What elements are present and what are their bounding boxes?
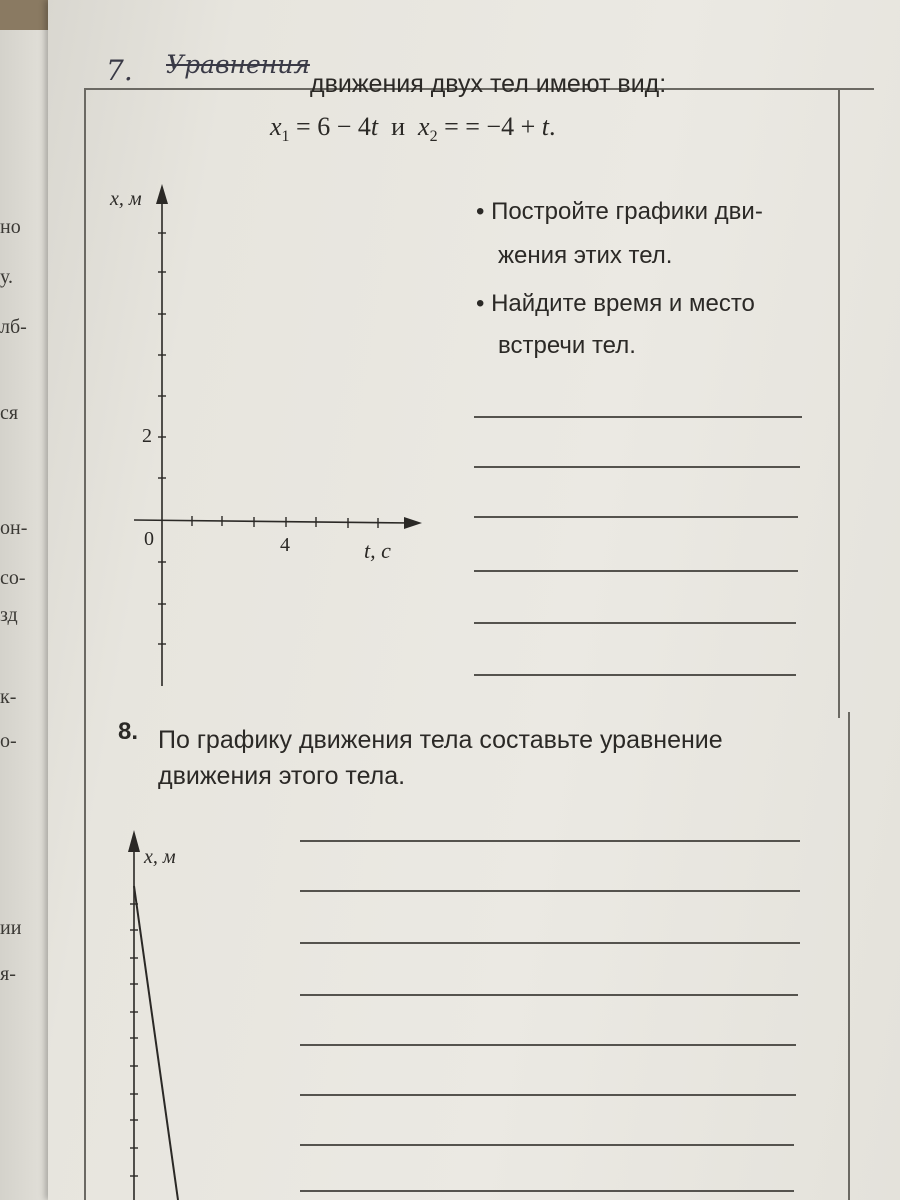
left-page-fragment: о- [0, 730, 17, 752]
task8-line2: движения этого тела. [158, 762, 406, 790]
formula-x1-sub: 1 [281, 128, 290, 146]
task7-bullet2-line2: встречи тел. [498, 332, 636, 359]
formula-x1-var: x [270, 112, 282, 141]
formula-x1-rhs: = 6 − 4 [289, 112, 371, 141]
task8-motion-line [134, 886, 178, 1200]
left-page-fragment: но [0, 216, 21, 238]
formula-x2-rhs: = = −4 + [437, 112, 542, 141]
left-page-fragment: со- [0, 567, 26, 589]
left-page-fragment: зд [0, 604, 18, 626]
task7-x-axis-label: t, с [364, 538, 391, 563]
task7-origin-label: 0 [144, 528, 154, 550]
formula-x2-var: x [418, 112, 430, 141]
formula-end: . [548, 112, 556, 141]
left-page-fragment: я- [0, 963, 16, 985]
left-page-fragment: ии [0, 917, 22, 939]
task7-bullet1-line2: жения этих тел. [498, 242, 673, 269]
formula-conj: и [378, 112, 419, 141]
task8-graph[interactable] [48, 0, 900, 1200]
workbook-page [48, 0, 900, 1200]
left-page-fragment: к- [0, 686, 17, 708]
task8-line1: По графику движения тела составьте уравнение [158, 726, 723, 754]
formula-x2-sub: 2 [429, 128, 438, 146]
task7-y-tick-label: 2 [142, 425, 152, 447]
left-page-fragment: он- [0, 517, 28, 539]
left-page-fragment: лб- [0, 316, 27, 338]
task7-bullet2-line1: • Найдите время и место [476, 290, 755, 317]
task7-handwritten-word: Уравнения [166, 50, 310, 79]
left-page-fragment: ся [0, 402, 19, 424]
left-page-fragment: у. [0, 266, 13, 288]
task7-number: 7. [106, 54, 133, 87]
task7-x-tick-label: 4 [280, 534, 290, 556]
left-page-edge [0, 30, 48, 1200]
task8-number: 8. [118, 718, 139, 745]
task7-y-axis-label: x, м [110, 188, 142, 210]
formula-x1-t: t [370, 112, 379, 141]
task7-intro: движения двух тел имеют вид: [310, 70, 667, 98]
task7-bullet1-line1: • Постройте графики дви- [476, 198, 763, 225]
task8-y-axis-arrow [128, 830, 140, 852]
formula-x2-t: t [541, 112, 549, 141]
task8-y-axis-label: x, м [144, 846, 176, 868]
